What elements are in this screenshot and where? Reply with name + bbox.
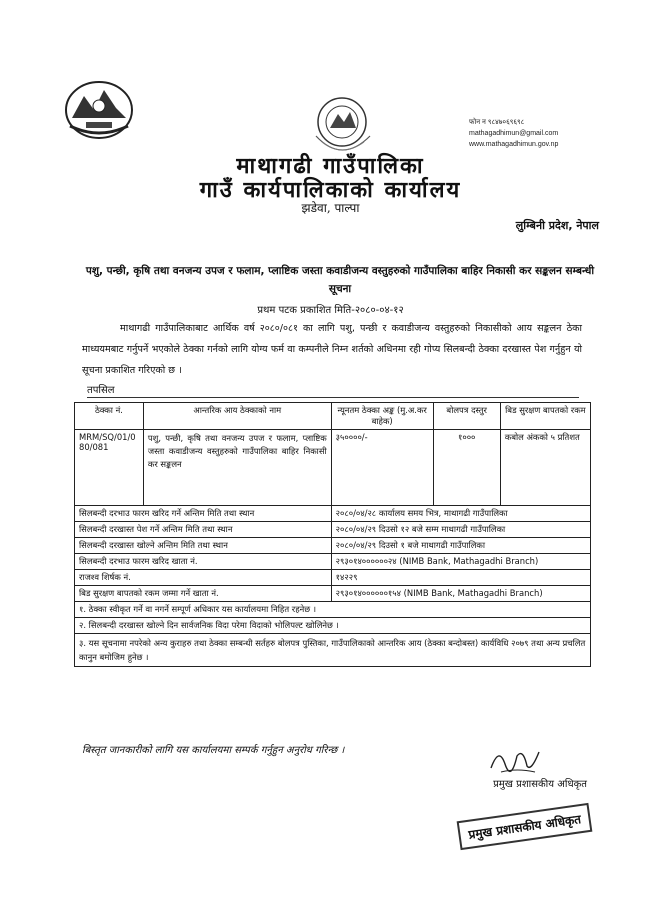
phone-number: फोन न ९८४७०६९६९८ xyxy=(469,119,525,126)
office-location: झडेवा, पाल्पा xyxy=(301,201,360,215)
official-stamp: प्रमुख प्रशासकीय अधिकृत xyxy=(457,803,593,850)
table-row xyxy=(75,430,591,506)
info-row xyxy=(75,538,591,554)
tender-name: पशु, पन्छी, कृषि तथा वनजन्य उपज र फलाम, प्लाष्टिक जस्ता कवाडीजन्य वस्तुहरुको गाउँपालिका बाहिर निकासी कर सङ्कलन xyxy=(143,430,331,506)
info-row xyxy=(75,586,591,602)
province-label: लुम्बिनी प्रदेश, नेपाल xyxy=(515,219,599,232)
publication-date: प्रथम पटक प्रकाशित मिति-२०८०-०४-१२ xyxy=(257,305,404,316)
info-value: २०८०/०४/२९ दिउसो १ बजे माथागढी गाउँपालिका xyxy=(331,538,590,554)
website-address: www.mathagadhimun.gov.np xyxy=(469,141,559,148)
info-row xyxy=(75,522,591,538)
column-header: न्यूनतम ठेक्का अङ्क (मु.अ.कर बाहेक) xyxy=(331,403,433,430)
condition-text: ३. यस सूचनामा नपरेको अन्य कुराहरु तथा ठेक्का सम्बन्धी सर्तहरु बोलपत्र पुस्तिका, गाउँपालिकाको आन्तरिक आय (ठेक्का बन्दोबस्त) कार्यविधि २०७९ तथा अन्य प्रचलित कानुन बमोजिम हुनेछ । xyxy=(75,634,591,667)
tender-table xyxy=(74,402,591,667)
column-header: बोलपत्र दस्तुर xyxy=(433,403,500,430)
condition-text: १. ठेक्का स्वीकृत गर्ने वा नगर्ने सम्पूर्ण अधिकार यस कार्यालयमा निहित रहनेछ । xyxy=(75,602,591,618)
details-divider xyxy=(87,397,579,398)
office-name: माथागढी गाउँपालिका xyxy=(236,153,425,179)
info-row xyxy=(75,506,591,522)
condition-text: २. सिलबन्दी दरखास्त खोल्ने दिन सार्वजनिक विदा परेमा विदाको भोलिपल्ट खोलिनेछ । xyxy=(75,618,591,634)
bid-fee: १००० xyxy=(433,430,500,506)
signature-icon xyxy=(487,742,545,778)
email-address: mathagadhimun@gmail.com xyxy=(469,130,559,137)
info-label: बिड सुरक्षण बापतको रकम जम्मा गर्ने खाता नं. xyxy=(75,586,332,602)
signer-title: प्रमुख प्रशासकीय अधिकृत xyxy=(493,779,587,790)
info-value: २९३०१४००००००२४ (NIMB Bank, Mathagadhi Branch) xyxy=(331,554,590,570)
minimum-amount: ३५००००/- xyxy=(331,430,433,506)
notice-body-text: माथागढी गाउँपालिकाबाट आर्थिक वर्ष २०८०/०८१ का लागि पशु, पन्छी र कवाडीजन्य वस्तुहरुको निकासीको आय सङ्कलन ठेका माध्ययमबाट गर्नुपर्ने भएकोले ठेक्का गर्नको लागि योग्य फर्म वा कम्पनीले निम्न शर्तको अधिनमा रही गोप्य सिलबन्दी ठेक्का दरखास्त पेश गर्नुहुन यो सूचना प्रकाशित गरिएको छ । xyxy=(82,323,582,376)
column-header: आन्तरिक आय ठेक्काको नाम xyxy=(143,403,331,430)
notice-body xyxy=(82,318,582,381)
closing-note: बिस्तृत जानकारीको लागि यस कार्यालयमा सम्पर्क गर्नुहुन अनुरोध गरिन्छ । xyxy=(82,745,345,756)
office-subtitle: गाउँ कार्यपालिकाको कार्यालय xyxy=(199,177,462,203)
condition-row xyxy=(75,634,591,667)
contact-block xyxy=(469,117,589,150)
info-value: २०८०/०४/२८ कार्यालय समय भित्र, माथागढी गाउँपालिका xyxy=(331,506,590,522)
info-label: सिलबन्दी दरखास्त खोल्ने अन्तिम मिति तथा स्थान xyxy=(75,538,332,554)
info-row xyxy=(75,554,591,570)
info-value: १४२२९ xyxy=(331,570,590,586)
info-label: सिलबन्दी दरभाउ फारम खरिद खाता नं. xyxy=(75,554,332,570)
column-header: बिड सुरक्षण बापतको रकम xyxy=(500,403,590,430)
column-header: ठेक्का नं. xyxy=(75,403,144,430)
info-label: सिलबन्दी दरभाउ फारम खरिद गर्ने अन्तिम मिति तथा स्थान xyxy=(75,506,332,522)
info-value: २९३०१४००००००१५४ (NIMB Bank, Mathagadhi Branch) xyxy=(331,586,590,602)
nepal-emblem-icon xyxy=(64,78,134,140)
condition-row xyxy=(75,602,591,618)
info-row xyxy=(75,570,591,586)
condition-row xyxy=(75,618,591,634)
notice-title: पशु, पन्छी, कृषि तथा वनजन्य उपज र फलाम, प्लाष्टिक जस्ता कवाडीजन्य वस्तुहरुको गाउँपालिका बाहिर निकासी कर सङ्कलन सम्बन्धी सूचना xyxy=(85,265,595,295)
info-label: राजश्व शिर्षक नं. xyxy=(75,570,332,586)
info-value: २०८०/०४/२९ दिउसो १२ बजे सम्म माथागढी गाउँपालिका xyxy=(331,522,590,538)
bid-security: कबोल अंकको ५ प्रतिशत xyxy=(500,430,590,506)
details-label: तपसिल xyxy=(87,385,115,396)
tender-code: MRM/SQ/01/080/081 xyxy=(75,430,144,506)
info-label: सिलबन्दी दरखास्त पेश गर्ने अन्तिम मिति तथा स्थान xyxy=(75,522,332,538)
table-header-row xyxy=(75,403,591,430)
